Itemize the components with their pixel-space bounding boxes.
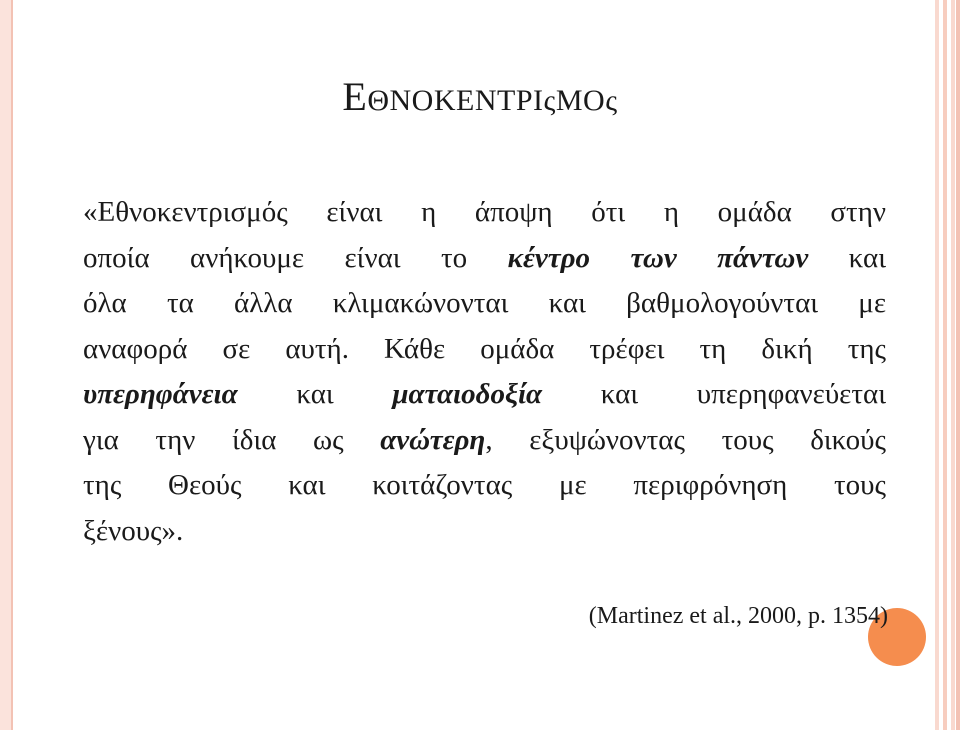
quote-line — [83, 327, 886, 373]
quote-line — [83, 372, 886, 418]
quote-text: ξένους». — [83, 514, 184, 547]
quote-text: «Εθνοκεντρισμός είναι η άποψη ότι η ομάδα στην — [83, 196, 886, 228]
quote-emphasis: ανώτερη — [380, 423, 486, 456]
quote-text: όλα τα άλλα κλιμακώνονται και βαθμολογούνται με — [83, 287, 886, 319]
quote-line — [83, 463, 886, 509]
quote-text: οποία ανήκουμε είναι το — [83, 241, 508, 274]
quote-line — [83, 418, 886, 464]
quote-text: και — [808, 241, 887, 274]
quote-text: , εξυψώνοντας τους δικούς — [485, 423, 887, 456]
quote-text: αναφορά σε αυτή. Κάθε ομάδα τρέφει τη δική της — [83, 332, 886, 365]
title-rest: ΘΝΟΚΕΝΤΡΙςΜΟς — [367, 84, 618, 117]
quote-line — [83, 509, 886, 555]
quote-line — [83, 281, 886, 327]
quote-text: και — [237, 378, 393, 410]
quote-line — [83, 190, 886, 236]
title-initial: Ε — [342, 74, 368, 119]
slide-title — [0, 72, 960, 126]
quote-emphasis: υπερηφάνεια — [83, 378, 238, 410]
quote-line — [83, 236, 886, 282]
citation: (Martinez et al., 2000, p. 1354) — [588, 603, 888, 629]
quote-text: για την ίδια ως — [83, 423, 381, 456]
quote-text: και υπερηφανεύεται — [542, 378, 887, 410]
quote-text: της Θεούς και κοιτάζοντας με περιφρόνηση τους — [83, 469, 886, 501]
quote-emphasis: κέντρο των πάντων — [507, 241, 809, 274]
quote-body — [83, 190, 886, 554]
quote-emphasis: ματαιοδοξία — [392, 378, 543, 410]
